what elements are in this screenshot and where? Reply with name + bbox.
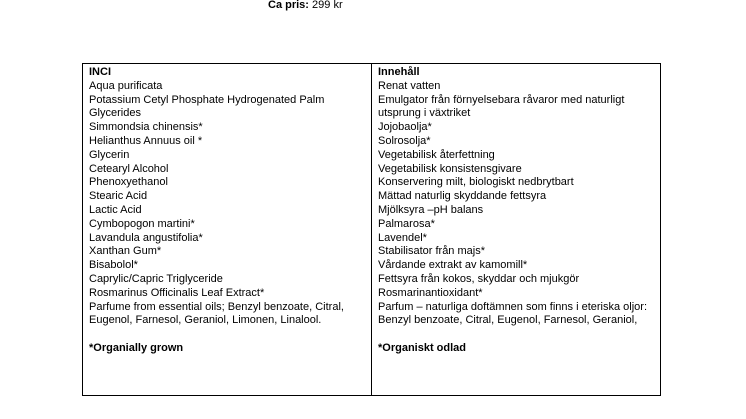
inci-item: Parfume from essential oils; Benzyl benzoate, Citral, Eugenol, Farnesol, Geraniol, Limonen, Linalool. xyxy=(89,300,344,327)
inci-item: Aqua purificata xyxy=(89,79,163,92)
content-item: Vegetabilisk återfettning xyxy=(378,148,495,161)
inci-item: Caprylic/Capric Triglyceride xyxy=(89,272,223,285)
content-item: Renat vatten xyxy=(378,79,441,92)
inci-item: Lavandula angustifolia* xyxy=(89,231,203,244)
content-item: Solrosolja* xyxy=(378,134,431,147)
inci-item: Potassium Cetyl Phosphate Hydrogenated Palm Glycerides xyxy=(89,93,325,120)
content-item: Lavendel* xyxy=(378,231,427,244)
inci-item: Stearic Acid xyxy=(89,190,148,203)
content-item: Konservering milt, biologiskt nedbrytbart xyxy=(378,176,574,189)
content-footnote: *Organiskt odlad xyxy=(378,341,467,354)
content-item: Jojobaolja* xyxy=(378,121,432,134)
content-list xyxy=(378,80,660,328)
inci-item: Lactic Acid xyxy=(89,203,142,216)
inci-header: INCI xyxy=(89,66,111,78)
inci-item: Cetearyl Alcohol xyxy=(89,162,169,175)
content-item: Mättad naturlig skyddande fettsyra xyxy=(378,190,547,203)
content-item: Rosmarinantioxidant* xyxy=(378,286,483,299)
inci-item: Simmondsia chinensis* xyxy=(89,121,203,134)
inci-list xyxy=(89,80,371,328)
inci-item: Xanthan Gum* xyxy=(89,245,162,258)
content-item: Fettsyra från kokos, skyddar och mjukgör xyxy=(378,272,580,285)
ingredients-table xyxy=(82,63,661,396)
content-item: Mjölksyra –pH balans xyxy=(378,203,484,216)
content-item: Parfum – naturliga doftämnen som finns i eteriska oljor: Benzyl benzoate, Citral, Eugenol, Farnesol, Geraniol, xyxy=(378,300,648,327)
inci-footnote: *Organially grown xyxy=(89,341,184,354)
inci-item: Cymbopogon martini* xyxy=(89,217,195,230)
content-header: Innehåll xyxy=(378,66,420,78)
inci-item: Glycerin xyxy=(89,148,130,161)
content-item: Emulgator från förnyelsebara råvaror med naturligt utsprung i växtriket xyxy=(378,93,625,120)
inci-column xyxy=(83,64,372,395)
price-line xyxy=(268,0,343,12)
content-item: Palmarosa* xyxy=(378,217,435,230)
inci-item: Rosmarinus Officinalis Leaf Extract* xyxy=(89,286,265,299)
price-label: Ca pris: xyxy=(268,0,309,11)
content-item: Vårdande extrakt av kamomill* xyxy=(378,259,528,272)
content-item: Stabilisator från majs* xyxy=(378,245,485,258)
inci-item: Bisabolol* xyxy=(89,259,138,272)
content-column xyxy=(372,64,660,395)
inci-item: Helianthus Annuus oil * xyxy=(89,134,203,147)
inci-item: Phenoxyethanol xyxy=(89,176,168,189)
content-item: Vegetabilisk konsistensgivare xyxy=(378,162,522,175)
price-value: 299 kr xyxy=(312,0,343,11)
